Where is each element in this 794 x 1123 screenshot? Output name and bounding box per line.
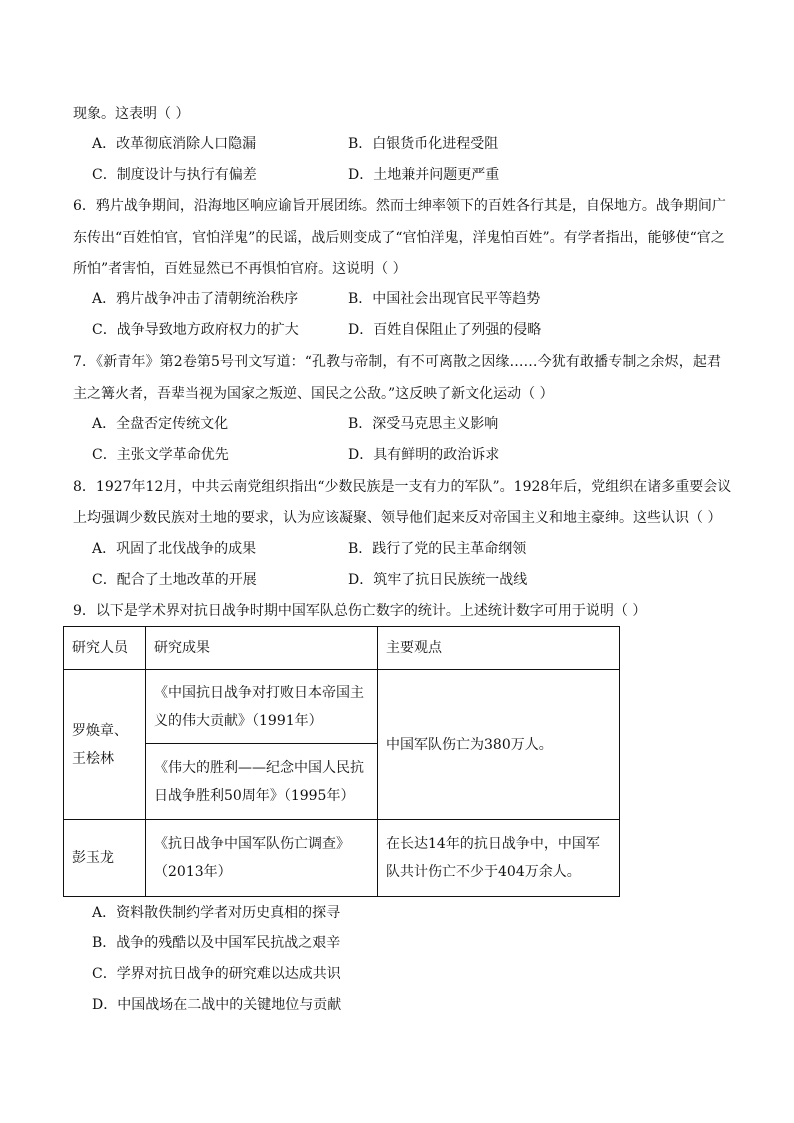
question-7-option-d: D．具有鲜明的政治诉求 bbox=[348, 447, 500, 463]
table-row bbox=[64, 670, 620, 744]
question-9-option-a: A．资料散佚制约学者对历史真相的探寻 bbox=[92, 905, 341, 921]
question-9-option-d: D．中国战场在二战中的关键地位与贡献 bbox=[92, 997, 342, 1013]
question-8-option-b: B．践行了党的民主革命纲领 bbox=[348, 541, 527, 557]
question-6-option-c: C．战争导致地方政府权力的扩大 bbox=[92, 322, 299, 338]
question-8-option-c: C．配合了土地改革的开展 bbox=[92, 572, 257, 588]
cell-work-3: 《抗日战争中国军队伤亡调查》（2013年） bbox=[146, 820, 378, 897]
question-5-stem-end: 现象。这表明（ ） bbox=[73, 106, 190, 122]
cell-researcher-1: 罗焕章、王桧林 bbox=[64, 670, 146, 820]
cell-researcher-2: 彭玉龙 bbox=[64, 820, 146, 897]
header-viewpoint: 主要观点 bbox=[378, 627, 620, 670]
question-5-option-b: B．白银货币化进程受阻 bbox=[348, 136, 499, 152]
question-6-stem-line-3: 所怕”者害怕，百姓显然已不再惧怕官府。这说明（ ） bbox=[73, 261, 407, 277]
question-7-option-c: C．主张文学革命优先 bbox=[92, 447, 229, 463]
casualty-statistics-table bbox=[63, 626, 620, 897]
question-9-stem: 9．以下是学术界对抗日战争时期中国军队总伤亡数字的统计。上述统计数字可用于说明（ ） bbox=[73, 603, 647, 619]
header-findings: 研究成果 bbox=[146, 627, 378, 670]
cell-viewpoint-2: 在长达14年的抗日战争中，中国军队共计伤亡不少于404万余人。 bbox=[378, 820, 620, 897]
cell-work-2: 《伟大的胜利——纪念中国人民抗日战争胜利50周年》（1995年） bbox=[146, 744, 378, 820]
question-8-stem-line-2: 上均强调少数民族对土地的要求，认为应该凝聚、领导他们起来反对帝国主义和地主豪绅。这些认识（ ） bbox=[73, 510, 722, 526]
question-6-stem-line-2: 东传出“百姓怕官，官怕洋鬼”的民谣，战后则变成了“官怕洋鬼，洋鬼怕百姓”。有学者指出，能够使“官之 bbox=[73, 230, 725, 246]
question-7-option-b: B．深受马克思主义影响 bbox=[348, 416, 499, 432]
question-7-stem-line-2: 主之篝火者，吾辈当视为国家之叛逆、国民之公敌。”这反映了新文化运动（ ） bbox=[73, 386, 554, 402]
question-9-option-c: C．学界对抗日战争的研究难以达成共识 bbox=[92, 966, 341, 982]
question-8-option-d: D．筑牢了抗日民族统一战线 bbox=[348, 572, 528, 588]
header-researcher: 研究人员 bbox=[64, 627, 146, 670]
question-8-stem-line-1: 8．1927年12月，中共云南党组织指出“少数民族是一支有力的军队”。1928年后，党组织在诸多重要会议 bbox=[73, 479, 732, 495]
question-6-stem-line-1: 6．鸦片战争期间，沿海地区响应谕旨开展团练。然而士绅率领下的百姓各行其是，自保地方。战争期间广 bbox=[73, 198, 726, 214]
table-header-row bbox=[64, 627, 620, 670]
question-7-stem-line-1: 7．《新青年》第2卷第5号刊文写道：“孔教与帝制，有不可离散之因缘……今犹有敢播专制之余烬，起君 bbox=[73, 354, 721, 370]
cell-work-1: 《中国抗日战争对打败日本帝国主义的伟大贡献》（1991年） bbox=[146, 670, 378, 744]
question-8-option-a: A．巩固了北伐战争的成果 bbox=[92, 541, 257, 557]
question-5-option-d: D．土地兼并问题更严重 bbox=[348, 167, 500, 183]
question-5-option-a: A．改革彻底消除人口隐漏 bbox=[92, 136, 257, 152]
question-5-option-c: C．制度设计与执行有偏差 bbox=[92, 167, 257, 183]
table-row bbox=[64, 820, 620, 897]
question-9-option-b: B．战争的残酷以及中国军民抗战之艰辛 bbox=[92, 935, 341, 951]
cell-viewpoint-1: 中国军队伤亡为380万人。 bbox=[378, 670, 620, 820]
question-6-option-b: B．中国社会出现官民平等趋势 bbox=[348, 291, 541, 307]
question-7-option-a: A．全盘否定传统文化 bbox=[92, 416, 229, 432]
question-6-option-d: D．百姓自保阻止了列强的侵略 bbox=[348, 322, 542, 338]
question-6-option-a: A．鸦片战争冲击了清朝统治秩序 bbox=[92, 291, 299, 307]
